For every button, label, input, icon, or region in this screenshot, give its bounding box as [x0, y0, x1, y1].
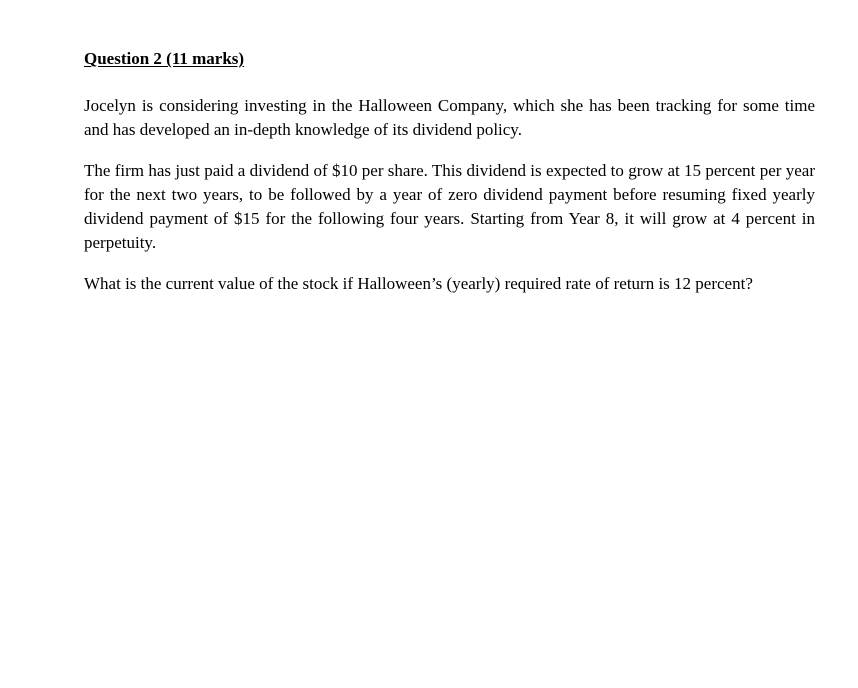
intro-paragraph: Jocelyn is considering investing in the Halloween Company, which she has been tracking for some time and has developed an in-depth knowledge of its dividend policy. — [84, 96, 815, 139]
dividend-details-paragraph: The firm has just paid a dividend of $10 per share. This dividend is expected to grow at 15 percent per year for the next two years, to be followed by a year of zero dividend payment before resuming fixed yearly dividend payment of $15 for the following four years. Starting from Year 8, it will grow at 4 percent in perpetuity. — [84, 161, 815, 252]
question-heading: Question 2 (11 marks) — [84, 49, 245, 68]
question-paragraph: What is the current value of the stock if Halloween’s (yearly) required rate of return is 12 percent? — [84, 274, 753, 293]
document-page — [84, 46, 815, 313]
